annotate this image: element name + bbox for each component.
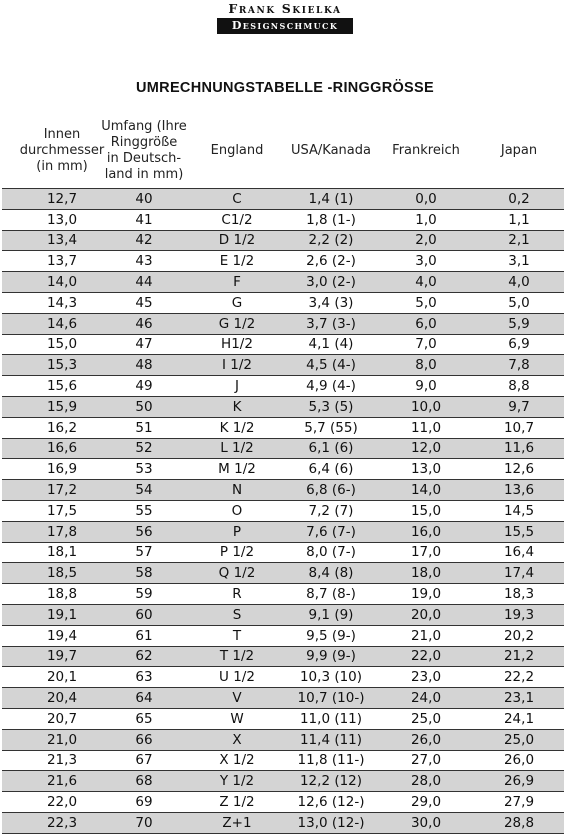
table-row [2, 522, 564, 543]
col-england-cell: J [235, 378, 239, 395]
col-england-header: England [210, 143, 264, 158]
col-france-cell: 19,0 [410, 586, 442, 603]
col-inner-diameter-cell: 20,4 [46, 690, 78, 707]
col-circumference-cell: 52 [135, 440, 153, 457]
col-circumference-cell: 66 [135, 731, 153, 748]
col-inner-diameter-cell: 21,6 [46, 773, 78, 790]
col-japan-cell: 19,3 [503, 606, 535, 623]
table-row [2, 314, 564, 335]
col-france-cell: 8,0 [415, 357, 437, 374]
table-row [2, 189, 564, 210]
col-usa-canada-cell: 1,8 (1-) [306, 211, 356, 228]
col-japan-cell: 0,2 [508, 190, 530, 207]
table-row [2, 813, 564, 834]
col-france-cell: 7,0 [415, 336, 437, 353]
col-usa-canada-cell: 9,5 (9-) [306, 627, 356, 644]
col-england-cell: C [232, 190, 242, 207]
col-france-cell: 20,0 [410, 606, 442, 623]
col-circumference-cell: 64 [135, 690, 153, 707]
table-row [2, 272, 564, 293]
col-inner-diameter-cell: 18,5 [46, 565, 78, 582]
table-row [2, 459, 564, 480]
col-japan-cell: 20,2 [503, 627, 535, 644]
col-france-cell: 28,0 [410, 773, 442, 790]
col-france-cell: 23,0 [410, 669, 442, 686]
col-inner-diameter-cell: 13,7 [46, 253, 78, 270]
table-row [2, 709, 564, 730]
col-usa-canada-cell: 9,9 (9-) [306, 648, 356, 665]
col-japan-cell: 12,6 [503, 461, 535, 478]
table-row [2, 439, 564, 460]
col-england-cell: R [232, 586, 242, 603]
col-france-cell: 13,0 [410, 461, 442, 478]
table-row [2, 355, 564, 376]
col-japan-cell: 24,1 [503, 710, 535, 727]
col-japan-cell: 26,0 [503, 752, 535, 769]
col-usa-canada-cell: 10,3 (10) [299, 669, 363, 686]
col-france-cell: 24,0 [410, 690, 442, 707]
table-row [2, 688, 564, 709]
col-circumference-cell: 55 [135, 502, 153, 519]
col-japan-cell: 10,7 [503, 419, 535, 436]
col-usa-canada-header: USA/Kanada [291, 143, 371, 158]
col-inner-diameter-header: Innen durchmesser (in mm) [19, 127, 105, 174]
col-circumference-cell: 58 [135, 565, 153, 582]
col-england-cell: P 1/2 [219, 544, 255, 561]
col-circumference-cell: 63 [135, 669, 153, 686]
col-usa-canada-cell: 4,9 (4-) [306, 378, 356, 395]
col-usa-canada-cell: 3,7 (3-) [306, 315, 356, 332]
table-row [2, 335, 564, 356]
table-row [2, 480, 564, 501]
col-inner-diameter-cell: 18,1 [46, 544, 78, 561]
col-england-cell: G 1/2 [218, 315, 256, 332]
col-france-cell: 3,0 [415, 253, 437, 270]
col-japan-cell: 7,8 [508, 357, 530, 374]
col-usa-canada-cell: 4,1 (4) [308, 336, 354, 353]
col-inner-diameter-cell: 13,0 [46, 211, 78, 228]
table-row [2, 251, 564, 272]
table-row [2, 543, 564, 564]
col-england-cell: G [231, 294, 243, 311]
table-row [2, 376, 564, 397]
col-usa-canada-cell: 8,4 (8) [308, 565, 354, 582]
col-japan-cell: 27,9 [503, 794, 535, 810]
col-japan-cell: 23,1 [503, 690, 535, 707]
col-circumference-cell: 69 [135, 794, 153, 810]
col-usa-canada-cell: 7,2 (7) [308, 502, 354, 519]
col-england-cell: L 1/2 [220, 440, 254, 457]
col-usa-canada-cell: 8,7 (8-) [306, 586, 356, 603]
col-usa-canada-cell: 2,2 (2) [308, 232, 354, 249]
col-circumference-cell: 47 [135, 336, 153, 353]
col-usa-canada-cell: 1,4 (1) [308, 190, 354, 207]
table-row [2, 563, 564, 584]
col-usa-canada-cell: 5,3 (5) [308, 398, 354, 415]
col-france-cell: 29,0 [410, 794, 442, 810]
col-france-cell: 0,0 [415, 190, 437, 207]
col-japan-cell: 5,9 [508, 315, 530, 332]
col-usa-canada-cell: 6,1 (6) [308, 440, 354, 457]
ring-size-table [2, 188, 564, 834]
col-inner-diameter-cell: 14,0 [46, 274, 78, 291]
col-usa-canada-cell: 13,0 (12-) [297, 814, 365, 831]
col-circumference-cell: 54 [135, 482, 153, 499]
brand-logo [217, 0, 353, 34]
col-usa-canada-cell: 5,7 (55) [304, 419, 358, 436]
col-usa-canada-cell: 7,6 (7-) [306, 523, 356, 540]
col-england-cell: X 1/2 [219, 752, 255, 769]
table-row [2, 792, 564, 813]
col-inner-diameter-cell: 12,7 [46, 190, 78, 207]
table-header [0, 116, 570, 186]
col-england-cell: F [233, 274, 241, 291]
col-england-cell: T [232, 627, 242, 644]
col-circumference-cell: 42 [135, 232, 153, 249]
col-circumference-cell: 44 [135, 274, 153, 291]
col-england-cell: P [232, 523, 242, 540]
col-usa-canada-cell: 3,0 (2-) [306, 274, 356, 291]
table-row [2, 647, 564, 668]
col-usa-canada-cell: 8,0 (7-) [306, 544, 356, 561]
col-inner-diameter-cell: 20,1 [46, 669, 78, 686]
col-usa-canada-cell: 10,7 (10-) [297, 690, 365, 707]
col-france-cell: 25,0 [410, 710, 442, 727]
col-japan-cell: 25,0 [503, 731, 535, 748]
col-circumference-cell: 53 [135, 461, 153, 478]
col-japan-cell: 1,1 [508, 211, 530, 228]
col-circumference-cell: 65 [135, 710, 153, 727]
col-france-cell: 22,0 [410, 648, 442, 665]
col-japan-cell: 15,5 [503, 523, 535, 540]
col-japan-cell: 16,4 [503, 544, 535, 561]
col-usa-canada-cell: 11,4 (11) [299, 731, 363, 748]
col-inner-diameter-cell: 17,5 [46, 502, 78, 519]
col-japan-cell: 3,1 [508, 253, 530, 270]
col-england-cell: Z 1/2 [219, 794, 255, 810]
col-circumference-cell: 57 [135, 544, 153, 561]
col-japan-cell: 18,3 [503, 586, 535, 603]
col-france-cell: 5,0 [415, 294, 437, 311]
col-inner-diameter-cell: 17,8 [46, 523, 78, 540]
col-circumference-cell: 62 [135, 648, 153, 665]
col-usa-canada-cell: 12,6 (12-) [297, 794, 365, 810]
col-england-cell: E 1/2 [219, 253, 255, 270]
table-row [2, 210, 564, 231]
col-usa-canada-cell: 3,4 (3) [308, 294, 354, 311]
col-inner-diameter-cell: 15,6 [46, 378, 78, 395]
table-row [2, 751, 564, 772]
col-england-cell: I 1/2 [222, 357, 252, 374]
col-inner-diameter-cell: 19,4 [46, 627, 78, 644]
col-inner-diameter-cell: 14,6 [46, 315, 78, 332]
col-france-cell: 14,0 [410, 482, 442, 499]
col-england-cell: V [232, 690, 242, 707]
table-row [2, 397, 564, 418]
col-france-cell: 12,0 [410, 440, 442, 457]
col-japan-cell: 6,9 [508, 336, 530, 353]
col-inner-diameter-cell: 13,4 [46, 232, 78, 249]
col-inner-diameter-cell: 15,9 [46, 398, 78, 415]
col-france-cell: 30,0 [410, 814, 442, 831]
col-usa-canada-cell: 4,5 (4-) [306, 357, 356, 374]
col-japan-cell: 2,1 [508, 232, 530, 249]
col-inner-diameter-cell: 14,3 [46, 294, 78, 311]
col-circumference-cell: 49 [135, 378, 153, 395]
col-england-cell: M 1/2 [218, 461, 256, 478]
col-circumference-cell: 45 [135, 294, 153, 311]
table-row [2, 501, 564, 522]
col-circumference-cell: 70 [135, 814, 153, 831]
col-england-cell: N [231, 482, 243, 499]
col-france-header: Frankreich [392, 143, 460, 158]
col-japan-cell: 21,2 [503, 648, 535, 665]
col-circumference-cell: 60 [135, 606, 153, 623]
col-usa-canada-cell: 6,4 (6) [308, 461, 354, 478]
table-row [2, 771, 564, 792]
col-inner-diameter-cell: 21,0 [46, 731, 78, 748]
col-france-cell: 17,0 [410, 544, 442, 561]
col-inner-diameter-cell: 15,3 [46, 357, 78, 374]
col-japan-cell: 13,6 [503, 482, 535, 499]
col-circumference-cell: 43 [135, 253, 153, 270]
col-france-cell: 16,0 [410, 523, 442, 540]
col-england-cell: K [232, 398, 242, 415]
col-france-cell: 4,0 [415, 274, 437, 291]
col-england-cell: X [232, 731, 242, 748]
col-england-cell: D 1/2 [218, 232, 256, 249]
col-inner-diameter-cell: 15,0 [46, 336, 78, 353]
col-circumference-cell: 41 [135, 211, 153, 228]
col-usa-canada-cell: 11,0 (11) [299, 710, 363, 727]
logo-name: Frank Skielka [228, 1, 342, 16]
col-england-cell: T 1/2 [219, 648, 255, 665]
col-england-cell: Y 1/2 [219, 773, 255, 790]
col-japan-cell: 26,9 [503, 773, 535, 790]
col-circumference-cell: 68 [135, 773, 153, 790]
col-england-cell: Q 1/2 [218, 565, 256, 582]
col-inner-diameter-cell: 20,7 [46, 710, 78, 727]
col-usa-canada-cell: 12,2 (12) [299, 773, 363, 790]
col-france-cell: 9,0 [415, 378, 437, 395]
col-france-cell: 27,0 [410, 752, 442, 769]
col-inner-diameter-cell: 16,6 [46, 440, 78, 457]
col-usa-canada-cell: 2,6 (2-) [306, 253, 356, 270]
col-circumference-cell: 56 [135, 523, 153, 540]
col-circumference-cell: 50 [135, 398, 153, 415]
table-row [2, 730, 564, 751]
col-france-cell: 2,0 [415, 232, 437, 249]
col-japan-cell: 17,4 [503, 565, 535, 582]
col-japan-cell: 22,2 [503, 669, 535, 686]
col-japan-header: Japan [500, 143, 538, 158]
col-japan-cell: 9,7 [508, 398, 530, 415]
col-inner-diameter-cell: 19,7 [46, 648, 78, 665]
col-japan-cell: 28,8 [503, 814, 535, 831]
col-circumference-cell: 51 [135, 419, 153, 436]
table-row [2, 231, 564, 252]
col-england-cell: S [232, 606, 242, 623]
col-inner-diameter-cell: 17,2 [46, 482, 78, 499]
col-france-cell: 11,0 [410, 419, 442, 436]
col-japan-cell: 4,0 [508, 274, 530, 291]
col-england-cell: Z+1 [222, 814, 252, 831]
col-england-cell: U 1/2 [219, 669, 255, 686]
table-row [2, 667, 564, 688]
col-circumference-cell: 48 [135, 357, 153, 374]
col-france-cell: 26,0 [410, 731, 442, 748]
page-title: UMRECHNUNGSTABELLE -RINGGRÖSSE [136, 80, 434, 96]
col-japan-cell: 11,6 [503, 440, 535, 457]
col-circumference-cell: 46 [135, 315, 153, 332]
col-circumference-cell: 40 [135, 190, 153, 207]
col-england-cell: O [231, 502, 243, 519]
col-japan-cell: 5,0 [508, 294, 530, 311]
col-inner-diameter-cell: 16,9 [46, 461, 78, 478]
col-inner-diameter-cell: 21,3 [46, 752, 78, 769]
col-inner-diameter-cell: 18,8 [46, 586, 78, 603]
col-england-cell: H1/2 [221, 336, 253, 353]
col-france-cell: 10,0 [410, 398, 442, 415]
col-circumference-cell: 67 [135, 752, 153, 769]
col-france-cell: 18,0 [410, 565, 442, 582]
table-row [2, 626, 564, 647]
col-japan-cell: 14,5 [503, 502, 535, 519]
col-japan-cell: 8,8 [508, 378, 530, 395]
col-england-cell: W [230, 710, 244, 727]
col-england-cell: K 1/2 [219, 419, 255, 436]
col-inner-diameter-cell: 22,0 [46, 794, 78, 810]
col-circumference-header: Umfang (Ihre Ringgröße in Deutsch- land in mm) [101, 119, 187, 182]
col-england-cell: C1/2 [221, 211, 253, 228]
table-row [2, 584, 564, 605]
col-circumference-cell: 61 [135, 627, 153, 644]
table-row [2, 293, 564, 314]
col-usa-canada-cell: 6,8 (6-) [306, 482, 356, 499]
col-france-cell: 15,0 [410, 502, 442, 519]
col-france-cell: 1,0 [415, 211, 437, 228]
col-france-cell: 21,0 [410, 627, 442, 644]
col-inner-diameter-cell: 22,3 [46, 814, 78, 831]
col-france-cell: 6,0 [415, 315, 437, 332]
table-row [2, 418, 564, 439]
col-inner-diameter-cell: 19,1 [46, 606, 78, 623]
col-usa-canada-cell: 11,8 (11-) [297, 752, 365, 769]
logo-tagline: Designschmuck [217, 18, 353, 34]
col-usa-canada-cell: 9,1 (9) [308, 606, 354, 623]
col-circumference-cell: 59 [135, 586, 153, 603]
col-inner-diameter-cell: 16,2 [46, 419, 78, 436]
table-row [2, 605, 564, 626]
